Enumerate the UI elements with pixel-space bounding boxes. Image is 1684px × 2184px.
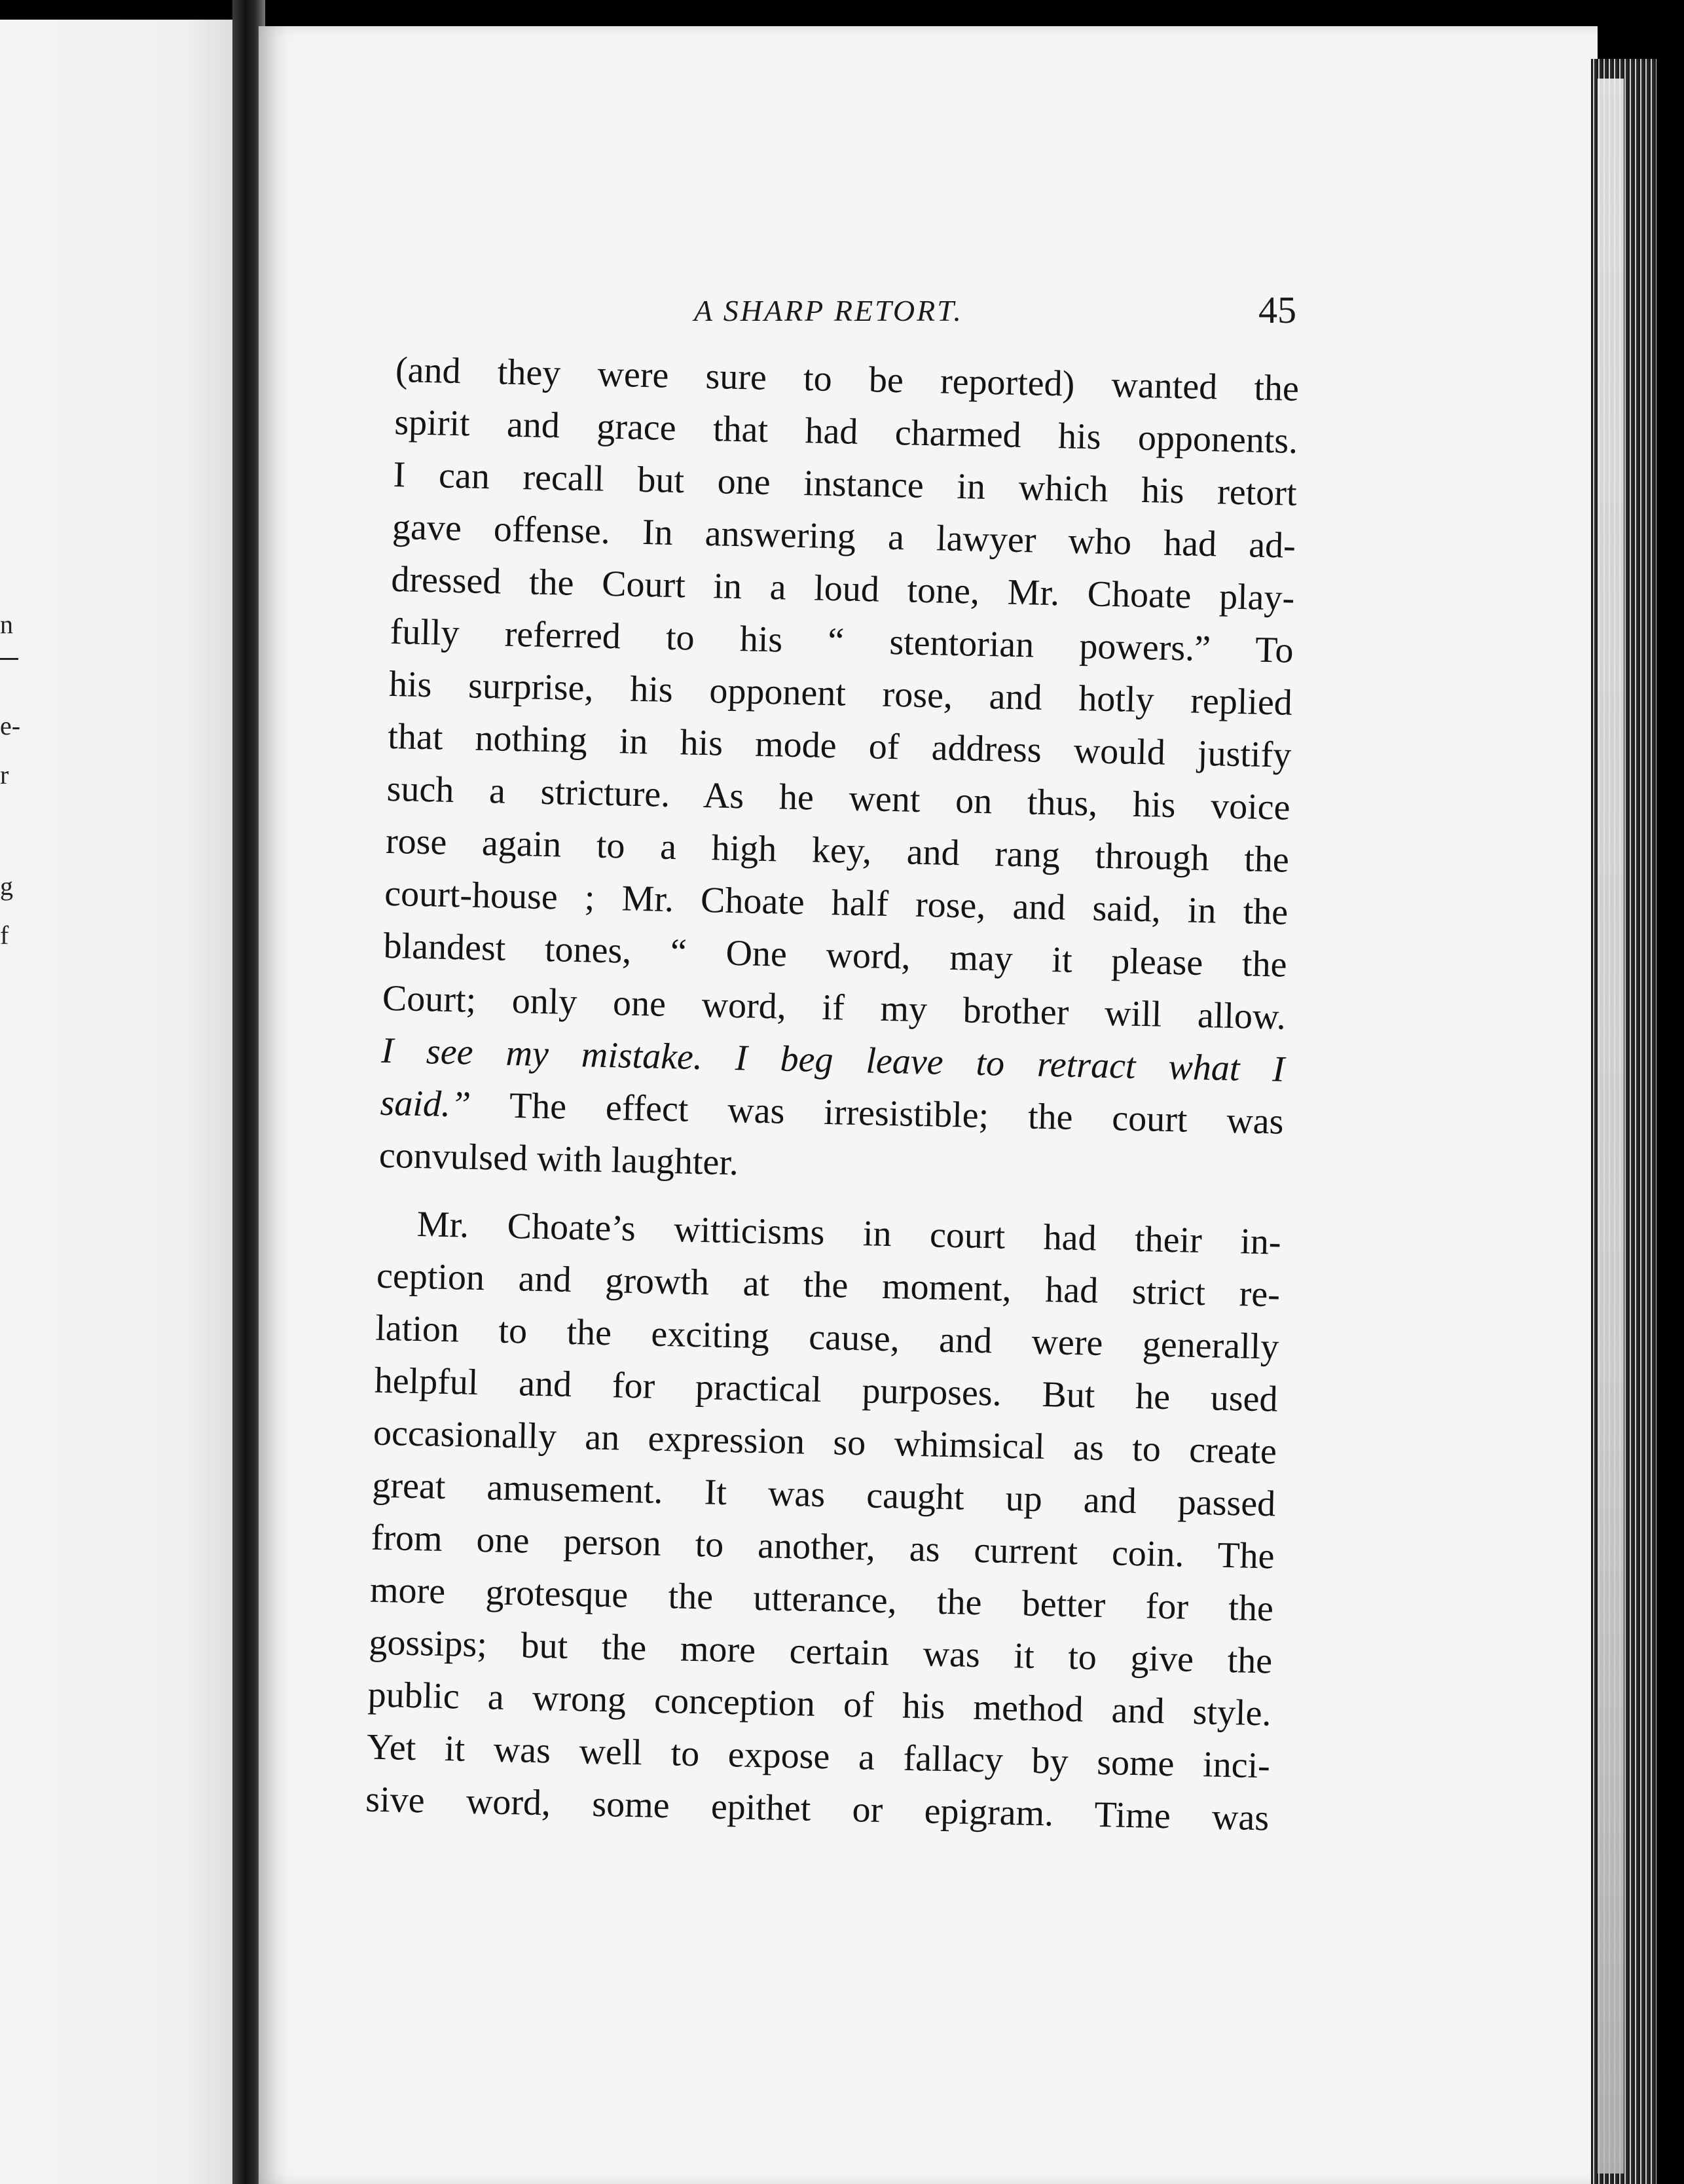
text-line: convulsed with laughter. — [378, 1135, 739, 1184]
facing-page-fragment: g — [0, 871, 13, 901]
page-number: 45 — [1258, 289, 1296, 331]
text-line: more grotesque the utterance, the better for the — [369, 1569, 1274, 1629]
text-line: dressed the Court in a loud tone, Mr. Choate play- — [390, 558, 1295, 619]
facing-page-fragment: e- — [0, 711, 21, 740]
facing-page-dash — [0, 658, 18, 660]
running-header — [694, 288, 1296, 334]
text-line: lation to the exciting cause, and were generally — [375, 1307, 1279, 1368]
running-title: A SHARP RETORT. — [694, 294, 963, 327]
text-line: blandest tones, “ One word, may it please the — [383, 925, 1288, 985]
text-line: great amusement. It was caught up and passed — [371, 1465, 1276, 1525]
italic-fragment: said.” — [380, 1082, 471, 1125]
facing-page-fragment: r — [0, 760, 9, 790]
text-line: his surprise, his opponent rose, and hotly replied — [388, 663, 1293, 723]
text-line: from one person to another, as current coin. The — [371, 1517, 1275, 1577]
text-line: ception and growth at the moment, had strict re- — [376, 1255, 1281, 1315]
text-line: fully referred to his “ stentorian powers.” To — [390, 611, 1294, 671]
body-text — [365, 344, 1300, 1844]
text-line-italic: I see my mistake. I beg leave to retract what I — [380, 1030, 1285, 1090]
facing-page — [0, 20, 232, 2184]
page-edge-highlight — [1598, 79, 1624, 2174]
text-line: rose again to a high key, and rang through the — [385, 820, 1290, 881]
roman-fragment: The effect was irresistible; the court was — [470, 1084, 1285, 1142]
text-line: sive word, some epithet or epigram. Time was — [365, 1779, 1270, 1839]
text-line: Court; only one word, if my brother will allow. — [382, 977, 1287, 1038]
text-line: Mr. Choate’s witticisms in court had their in- — [416, 1203, 1282, 1263]
facing-page-fragment: n — [0, 610, 13, 639]
text-line: (and they were sure to be reported) wanted the — [395, 349, 1300, 409]
text-line: public a wrong conception of his method and style. — [367, 1674, 1272, 1734]
text-line: occasionally an expression so whimsical as to create — [373, 1412, 1277, 1472]
text-line: I can recall but one instance in which his retort — [393, 454, 1298, 514]
text-line: gossips; but the more certain was it to give the — [368, 1622, 1273, 1682]
text-line: helpful and for practical purposes. But he used — [374, 1360, 1279, 1420]
facing-page-fragment: f — [0, 920, 9, 950]
text-line: spirit and grace that had charmed his opponents. — [394, 401, 1298, 462]
text-line: Yet it was well to expose a fallacy by some inci- — [366, 1726, 1271, 1787]
text-line: court-house ; Mr. Choate half rose, and said, in the — [384, 873, 1289, 933]
text-line: that nothing in his mode of address would justify — [387, 716, 1292, 776]
text-line: such a stricture. As he went on thus, his voice — [386, 768, 1291, 828]
text-line: gave offense. In answering a lawyer who had ad- — [392, 506, 1296, 566]
